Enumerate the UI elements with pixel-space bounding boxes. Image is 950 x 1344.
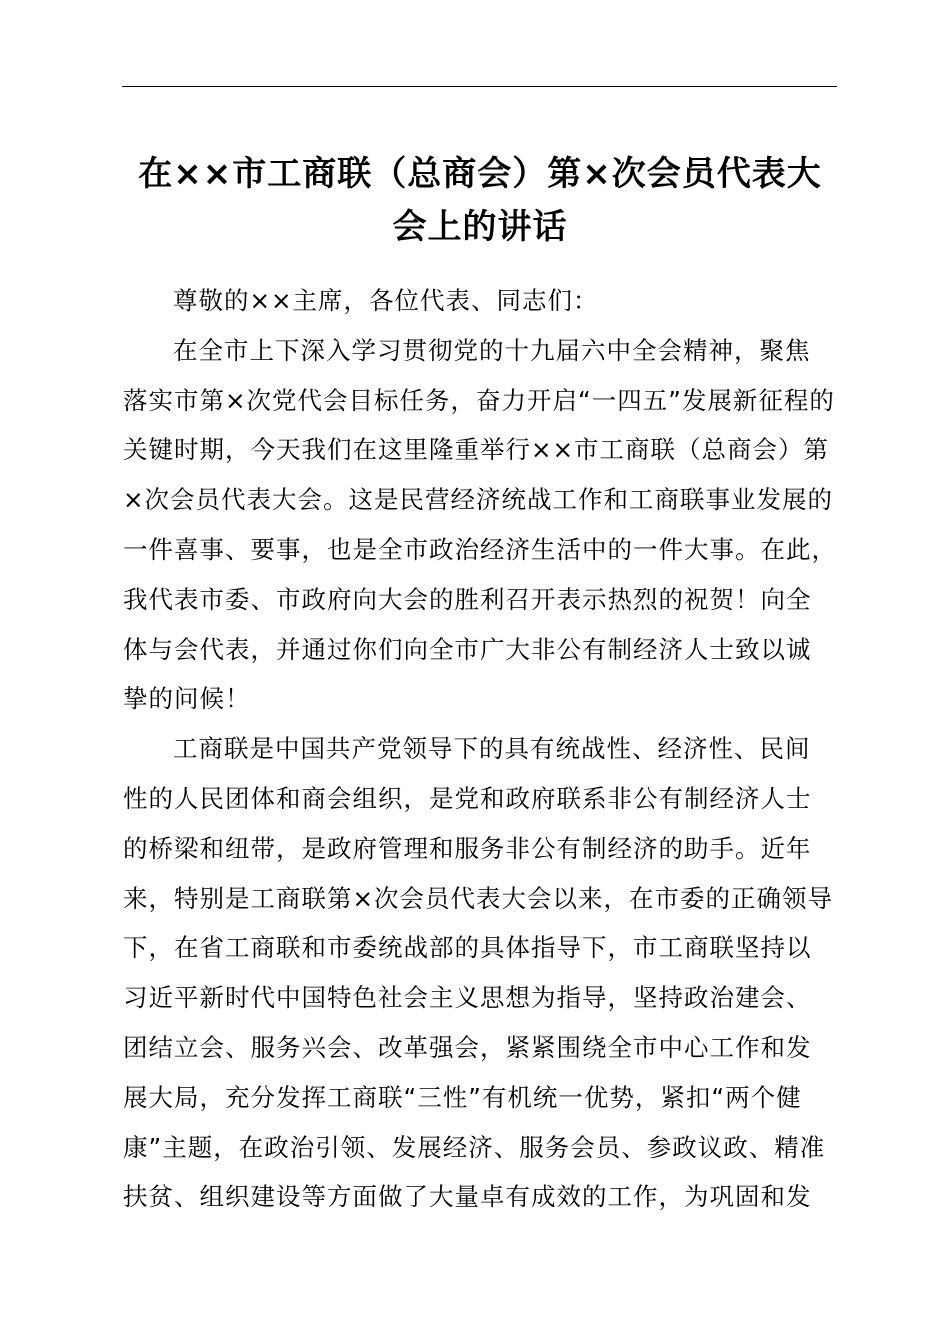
- title-line: 在××市工商联（总商会）第×次会员代表大: [138, 154, 822, 194]
- paragraph-line: 我代表市委、市政府向大会的胜利召开表示热烈的祝贺！向全: [123, 584, 812, 614]
- paragraph-line: 挚的问候！: [123, 684, 251, 714]
- paragraph-line: 下，在省工商联和市委统战部的具体指导下，市工商联坚持以: [123, 933, 812, 963]
- paragraph-line: 扶贫、组织建设等方面做了大量卓有成效的工作，为巩固和发: [123, 1182, 812, 1212]
- paragraph-line: 工商联是中国共产党领导下的具有统战性、经济性、民间: [173, 734, 811, 764]
- paragraph-line: 来，特别是工商联第×次会员代表大会以来，在市委的正确领导: [123, 883, 834, 913]
- paragraph-line: 落实市第×次党代会目标任务，奋力开启“一四五”发展新征程的: [123, 385, 835, 415]
- paragraph-line: 康”主题，在政治引领、发展经济、服务会员、参政议政、精准: [123, 1132, 826, 1162]
- document-title: [100, 148, 860, 254]
- header-rule: [122, 86, 837, 87]
- paragraph-line: 关键时期，今天我们在这里隆重举行××市工商联（总商会）第: [123, 435, 830, 465]
- document-body: [123, 276, 839, 1222]
- salutation: 尊敬的××主席，各位代表、同志们：: [173, 286, 599, 315]
- paragraph-line: 一件喜事、要事，也是全市政治经济生活中的一件大事。在此，: [123, 534, 837, 564]
- paragraph-line: 体与会代表，并通过你们向全市广大非公有制经济人士致以诚: [123, 634, 812, 664]
- paragraph-line: 习近平新时代中国特色社会主义思想为指导，坚持政治建会、: [123, 983, 812, 1013]
- paragraph-line: 性的人民团体和商会组织，是党和政府联系非公有制经济人士: [123, 783, 812, 813]
- paragraph-line: 在全市上下深入学习贯彻党的十九届六中全会精神，聚焦: [173, 335, 811, 365]
- paragraph-line: 的桥梁和纽带，是政府管理和服务非公有制经济的助手。近年: [123, 833, 812, 863]
- paragraph-line: ×次会员代表大会。这是民营经济统战工作和工商联事业发展的: [123, 485, 834, 515]
- title-line: 会上的讲话: [392, 207, 568, 247]
- paragraph-line: 展大局，充分发挥工商联“三性”有机统一优势，紧扣“两个健: [123, 1082, 802, 1112]
- paragraph-line: 团结立会、服务兴会、改革强会，紧紧围绕全市中心工作和发: [123, 1032, 812, 1062]
